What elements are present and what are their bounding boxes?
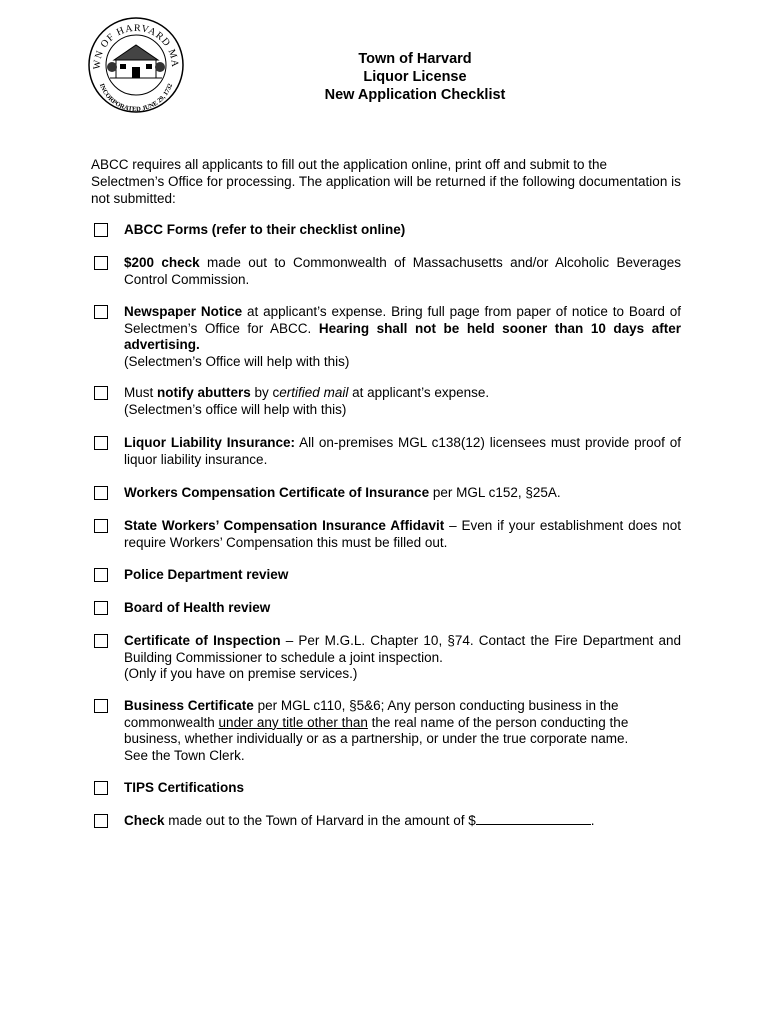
seal-top-text: WN OF HARVARD MA (91, 22, 181, 70)
header-checklist: New Application Checklist (324, 87, 506, 103)
item-text: Business Certificate per MGL c110, §5&6; Any person conducting business in the commonwealth under any title other than the real name of the person conducting the business, whether individually or as a partnership, or under the true corporate name. See the Town Clerk. (124, 698, 629, 763)
town-seal (86, 15, 186, 115)
item-text: Liquor Liability Insurance: All on-premises MGL c138(12) licensees must provide proof of liquor liability insurance. (124, 435, 681, 467)
item-text: $200 check made out to Commonwealth of Massachusetts and/or Alcoholic Beverages Control Commission. (124, 255, 681, 287)
item-text: ABCC Forms (refer to their checklist online) (124, 222, 406, 237)
header-license: Liquor License (363, 69, 467, 85)
checkbox[interactable] (94, 486, 108, 500)
seal-bottom-text: INCORPORATED JUNE 29, 1732 (97, 82, 175, 114)
checkbox[interactable] (94, 699, 108, 713)
item-text: TIPS Certifications (124, 780, 245, 795)
item-text: State Workers’ Compensation Insurance Affidavit – Even if your establishment does not require Workers’ Compensation this must be filled out. (124, 518, 681, 550)
checkbox[interactable] (94, 305, 108, 319)
item-text: Check made out to the Town of Harvard in the amount of $ . (124, 813, 595, 828)
header-town: Town of Harvard (358, 51, 472, 67)
item-text: Certificate of Inspection – Per M.G.L. Chapter 10, §74. Contact the Fire Department and Building Commissioner to schedule a joint inspection. (Only if you have on premise services.) (124, 633, 681, 681)
checkbox[interactable] (94, 256, 108, 270)
item-text: Must notify abutters by certified mail at applicant’s expense. (Selectmen’s office will help with this) (124, 385, 490, 417)
checkbox[interactable] (94, 223, 108, 237)
item-text: Newspaper Notice at applicant’s expense. Bring full page from paper of notice to Board of Selectmen’s Office for ABCC. Hearing shall not be held sooner than 10 days after advertising. (Selectmen’s Office will help with this) (124, 304, 681, 369)
item-text: Police Department review (124, 567, 289, 582)
document-header (300, 50, 530, 104)
checkbox[interactable] (94, 814, 108, 828)
amount-blank-line[interactable] (476, 813, 591, 825)
checkbox[interactable] (94, 634, 108, 648)
checkbox[interactable] (94, 568, 108, 582)
intro-paragraph: ABCC requires all applicants to fill out the application online, print off and submit to the Selectmen’s Office for processing. The application will be returned if the following documentation is not submitted: (91, 157, 681, 206)
svg-text:INCORPORATED JUNE 29, 1732 (98, 83, 174, 113)
checkbox[interactable] (94, 519, 108, 533)
checkbox[interactable] (94, 436, 108, 450)
item-text: Board of Health review (124, 600, 271, 615)
checkbox[interactable] (94, 601, 108, 615)
item-text: Workers Compensation Certificate of Insurance per MGL c152, §25A. (124, 485, 561, 500)
checkbox[interactable] (94, 386, 108, 400)
checkbox[interactable] (94, 781, 108, 795)
